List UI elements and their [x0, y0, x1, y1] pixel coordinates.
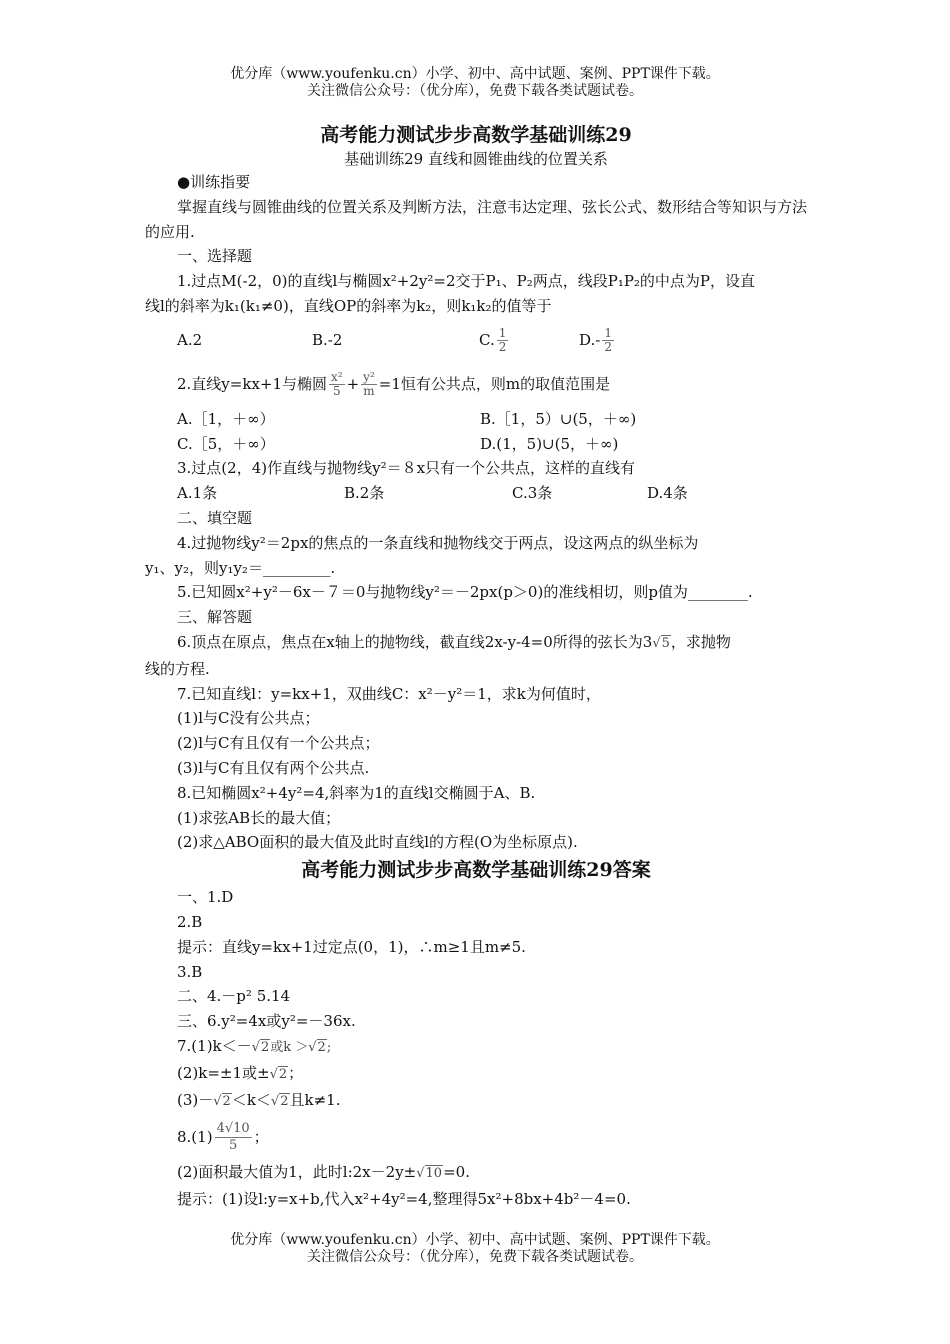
q6-text-a: 6.顶点在原点，焦点在x轴上的抛物线，截直线2x-y-4=0所得的弦长为3 [177, 632, 653, 651]
a8-1-text-b: ； [253, 1127, 269, 1146]
question-8-part-1: (1)求弦AB长的最大值； [177, 808, 341, 827]
fraction-numerator: x² [331, 370, 343, 385]
sqrt-2: √2 [308, 1039, 326, 1055]
a7-2-text-b: ； [288, 1063, 304, 1082]
answer-4-5: 二、4.－p² 5.14 [177, 987, 291, 1006]
radicand: 2 [278, 1066, 288, 1082]
fraction-denominator: 2 [498, 340, 507, 355]
answer-6: 三、6.y²=4x或y²=－36x. [177, 1012, 356, 1031]
answer-2: 2.B [177, 912, 203, 931]
answer-8-part-1 [145, 1114, 807, 1160]
a8-2-text-a: (2)面积最大值为1，此时l:2x－2y± [177, 1163, 417, 1182]
sqrt-2: √2 [270, 1093, 289, 1109]
fraction-denominator: 2 [604, 340, 612, 355]
a7-1-text-a: 7.(1)k＜－ [177, 1036, 252, 1055]
a7-3-text-a: (3)－ [177, 1090, 214, 1109]
question-4-line-1: 4.过抛物线y²＝2px的焦点的一条直线和抛物线交于两点，设这两点的纵坐标为 [177, 533, 699, 552]
radicand: 5 [661, 635, 670, 651]
fraction-numerator: 4√10 [216, 1120, 250, 1136]
fraction-denominator: 5 [228, 1137, 238, 1153]
a7-1-text-c: ; [326, 1039, 332, 1055]
sqrt-2: √2 [251, 1039, 270, 1055]
fraction-one-half [602, 327, 614, 354]
question-2-options-row-2 [145, 432, 807, 457]
section-solve-heading: 三、解答题 [177, 608, 253, 627]
q3-option-d: D.4条 [647, 484, 688, 503]
question-7-part-3: (3)l与C有且仅有两个公共点. [177, 758, 370, 777]
question-6-line-2: 线的方程. [145, 659, 210, 678]
fraction-numerator: 1 [498, 326, 507, 341]
fraction-y2-over-m [361, 371, 377, 398]
answer-7-part-2 [145, 1061, 807, 1088]
question-7-part-1: (1)l与C没有公共点； [177, 709, 320, 728]
question-1-options [145, 319, 807, 363]
q3-option-a: A.1条 [177, 484, 218, 503]
answer-3: 3.B [177, 962, 203, 981]
q2-option-b: B.［1，5）∪(5，＋∞) [480, 409, 637, 428]
fraction-4sqrt10-over-5 [215, 1121, 252, 1154]
question-2 [145, 363, 807, 407]
header-line-2: 关注微信公众号：（优分库），免费下载各类试题试卷。 [307, 83, 643, 99]
footer-line-2: 关注微信公众号：（优分库），免费下载各类试题试卷。 [307, 1249, 643, 1265]
question-8: 8.已知椭圆x²+4y²=4,斜率为1的直线l交椭圆于A、B. [177, 783, 536, 802]
header-line-1: 优分库（www.youfenku.cn）小学、初中、高中试题、案例、PPT课件下载。 [230, 66, 720, 82]
guide-heading: ●训练指要 [177, 173, 251, 191]
q2-option-d: D.(1，5)∪(5，＋∞) [480, 434, 619, 453]
question-1-line-1: 1.过点M(-2，0)的直线l与椭圆x²+2y²=2交于P₁、P₂两点，线段P₁P₂的中点为P，设直 [177, 272, 756, 291]
q1-option-a: A.2 [177, 331, 203, 350]
question-2-options-row-1 [145, 407, 807, 432]
answer-title: 高考能力测试步步高数学基础训练29答案 [301, 859, 651, 882]
radicand: 2 [222, 1093, 231, 1109]
guide-text: 掌握直线与圆锥曲线的位置关系及判断方法，注意韦达定理、弦长公式、数形结合等知识与方法的应用. [145, 197, 808, 241]
page-subtitle: 基础训练29 直线和圆锥曲线的位置关系 [344, 150, 608, 168]
footer-line-1: 优分库（www.youfenku.cn）小学、初中、高中试题、案例、PPT课件下载。 [230, 1232, 720, 1248]
question-4-line-2: y₁、y₂，则y₁y₂＝_________. [145, 558, 336, 577]
radicand: 2 [260, 1039, 270, 1055]
sqrt-2: √2 [269, 1066, 288, 1082]
page-footer [0, 1232, 950, 1266]
answer-7-part-3 [145, 1088, 807, 1115]
answer-8-hint: 提示：(1)设l:y=x+b,代入x²+4y²=4,整理得5x²+8bx+4b²－4=0. [177, 1190, 631, 1209]
q1-option-b: B.-2 [312, 331, 343, 350]
q2-text-b: =1恒有公共点，则m的取值范围是 [378, 375, 611, 394]
fraction-x2-over-5 [329, 371, 345, 398]
a8-1-text-a: 8.(1) [177, 1127, 213, 1146]
q2-option-a: A.［1，＋∞） [177, 409, 275, 428]
q1-option-d [579, 327, 616, 354]
page-title: 高考能力测试步步高数学基础训练29 [320, 124, 632, 146]
q3-option-b: B.2条 [344, 484, 385, 503]
question-3-options [145, 481, 807, 506]
fraction-denominator: 5 [332, 384, 341, 399]
question-8-part-2: (2)求△ABO面积的最大值及此时直线l的方程(O为坐标原点). [177, 833, 578, 852]
section-choice-heading: 一、选择题 [177, 247, 253, 266]
answer-1: 一、1.D [177, 888, 234, 907]
q1-option-c-label: C. [479, 330, 495, 349]
section-fill-heading: 二、填空题 [177, 508, 253, 527]
q6-text-b: ，求抛物 [670, 632, 731, 651]
q2-plus: + [346, 375, 360, 394]
q1-option-c [479, 327, 579, 354]
a7-3-text-c: 且k≠1. [289, 1090, 341, 1109]
answer-8-part-2 [145, 1160, 807, 1187]
question-3: 3.过点(2，4)作直线与抛物线y²＝８x只有一个公共点，这样的直线有 [177, 459, 636, 478]
a7-1-text-b: 或k ＞ [270, 1039, 309, 1055]
document-body [145, 122, 807, 1212]
a7-2-text-a: (2)k=±1或± [177, 1063, 270, 1082]
q2-text-a: 2.直线y=kx+1与椭圆 [177, 375, 328, 394]
answer-2-hint: 提示：直线y=kx+1过定点(0，1)，∴m≥1且m≠5. [177, 937, 526, 956]
answer-7-part-1 [145, 1034, 807, 1061]
question-7: 7.已知直线l：y=kx+1，双曲线C：x²－y²＝1，求k为何值时， [177, 684, 601, 703]
sqrt-10: √10 [416, 1166, 443, 1182]
q2-option-c: C.［5，＋∞） [177, 434, 275, 453]
sqrt-2: √2 [213, 1093, 231, 1109]
radicand: 2 [317, 1039, 326, 1055]
a8-2-text-b: =0. [443, 1163, 470, 1182]
fraction-denominator: m [363, 384, 375, 399]
radicand: 2 [280, 1093, 289, 1109]
question-6-line-1 [145, 630, 807, 657]
question-1-line-2: 线l的斜率为k₁(k₁≠0)，直线OP的斜率为k₂，则k₁k₂的值等于 [145, 296, 552, 315]
fraction-one-half [497, 327, 509, 354]
fraction-numerator: y² [363, 370, 375, 385]
q1-option-d-label: D.- [579, 330, 601, 349]
a7-3-text-b: ＜k＜ [231, 1090, 271, 1109]
q3-option-c: C.3条 [512, 484, 553, 503]
radicand: 10 [425, 1166, 443, 1182]
page-header [0, 66, 950, 100]
question-7-part-2: (2)l与C有且仅有一个公共点； [177, 734, 380, 753]
fraction-numerator: 1 [604, 326, 612, 341]
sqrt-5: √5 [652, 635, 670, 651]
question-5: 5.已知圆x²+y²－6x－７＝0与抛物线y²＝－2px(p＞0)的准线相切，则p值为________. [177, 583, 753, 602]
